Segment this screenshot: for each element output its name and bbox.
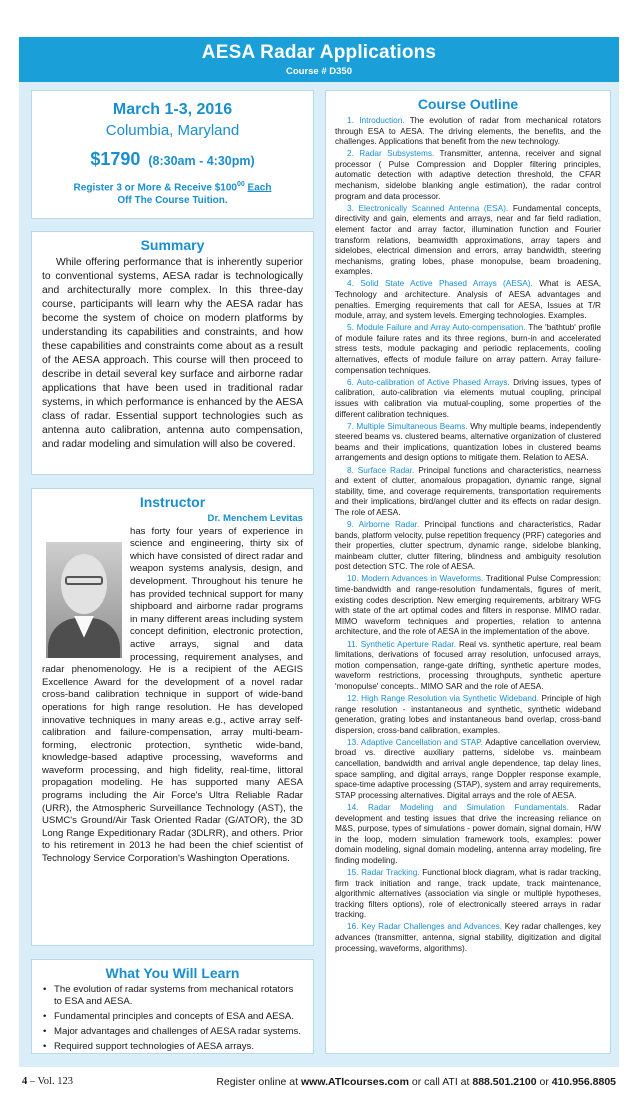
outline-item	[335, 204, 601, 278]
outline-item-text: Key radar challenges, key advances (transmitter, antenna, signal stability, digitization and digital processing, waveforms, algorithms).	[335, 922, 601, 953]
outline-item-title: Modern Advances in Waveforms.	[361, 574, 484, 584]
outline-item-title: Introduction.	[359, 116, 405, 125]
outline-item-text: Principal functions and characteristics, nearness and extent of clutter, anomalous propagation, dynamic range, signal stability, time, and coverage requirements, transportation requirements and their implications, bird/angel clutter and its effects on radar design. The role of AESA.	[335, 465, 601, 517]
page-footer	[19, 1076, 619, 1092]
outline-item-title: Synthetic Aperture Radar.	[360, 639, 457, 649]
outline-item	[335, 520, 601, 573]
instructor-box	[31, 488, 314, 946]
list-item: • The evolution of radar systems from mechanical rotators to ESA and AESA.	[42, 984, 303, 1008]
outline-item	[335, 640, 601, 693]
content-panel	[19, 82, 619, 1067]
outline-item-text: Why multiple beams, independently steered beams vs. clustered beams, alternative organization of clustered beams and their implications, quantization lobes in clustered beams arrangements and design options to mitigate them. Relation to AESA.	[335, 421, 601, 463]
event-dates: March 1-3, 2016	[112, 101, 233, 118]
volume-label: – Vol. 123	[27, 1076, 73, 1087]
website-link[interactable]: www.ATIcourses.com	[300, 1076, 409, 1088]
course-number: Course # D350	[285, 66, 352, 77]
outline-item-number: 8.	[347, 465, 354, 475]
list-item: • Fundamental principles and concepts of ESA and AESA.	[42, 1011, 303, 1023]
outline-item-number: 7.	[347, 421, 354, 431]
outline-item-title: Module Failure and Array Auto-compensation.	[356, 323, 526, 333]
outline-item	[335, 922, 601, 954]
outline-item-text: Traditional Pulse Compression: time-bandwidth and range-resolution fundamentals, figures of merit, existing codes description. New emerging requirements, arbitrary WFG with state of the art optimal codes and filters in response. MIMO radar. MIMO waveform techniques and properties, relation to antenna architecture, and the role of AESA in the implementation of the above.	[335, 574, 601, 637]
outline-item-number: 5.	[347, 323, 354, 333]
outline-item	[335, 279, 601, 321]
group-discount	[32, 178, 313, 207]
outline-item-text: Driving issues, types of calibration, auto-calibration via elements mutual coupling, principal issues with calibration via mutual-coupling, some properties of the different calibration techniques.	[335, 377, 601, 419]
outline-item-number: 9.	[347, 519, 354, 529]
outline-item-title: Radar Modeling and Simulation Fundamentals.	[368, 802, 569, 812]
page-number-value: 4	[22, 1076, 28, 1087]
outline-item-text: What is AESA, Technology and architecture. Analysis of AESA advantages and penalties. Emerging requirements that call for AESA, Issues at T/R module, array, and system levels. Emerging technologies. Examples.	[335, 279, 602, 321]
outline-item-title: Key Radar Challenges and Advances.	[361, 922, 502, 932]
registration-info	[216, 1076, 616, 1088]
outline-item	[335, 466, 601, 519]
list-item: • Major advantages and challenges of AESA radar systems.	[42, 1026, 303, 1038]
outline-item-title: Radar Tracking.	[361, 867, 420, 877]
register-prefix: Register online at	[216, 1076, 301, 1088]
outline-item	[335, 868, 601, 921]
outline-item-title: High Range Resolution via Synthetic Wideband.	[361, 693, 539, 703]
outline-item	[335, 378, 601, 420]
outline-item-number: 3.	[347, 203, 354, 213]
outline-item	[335, 694, 601, 736]
event-info-box	[31, 90, 314, 219]
discount-text-2: Off The Course Tuition.	[117, 195, 228, 207]
outline-item-text: The evolution of radar from mechanical rotators through ESA to AESA. The driving elements, the benefits, and the challenges. Applications that benefit from the new technology.	[335, 116, 601, 147]
instructor-name: Dr. Menchem Levitas	[207, 513, 303, 524]
outline-item	[335, 574, 601, 638]
outline-item-title: Auto-calibration of Active Phased Arrays.	[356, 377, 510, 387]
learn-box	[31, 959, 314, 1054]
list-item: • Required support technologies of AESA arrays.	[42, 1041, 303, 1053]
outline-item-number: 11.	[347, 639, 358, 649]
outline-item-title: Surface Radar.	[357, 465, 415, 475]
outline-item-text: The 'bathtub' profile of module failure rates and its three regions, burn-in and accelerated stress tests, module packaging and periodic replacements, cooling alternatives, effects of module failure on array pattern. Array failure-compensation techniques.	[335, 323, 602, 375]
course-hours: (8:30am - 4:30pm)	[148, 154, 255, 168]
summary-title: Summary	[140, 237, 205, 253]
outline-item	[335, 803, 601, 867]
course-title: AESA Radar Applications	[201, 42, 437, 63]
call-text: or call ATI at	[408, 1076, 473, 1088]
outline-item-text: Principle of high range resolution - instantaneous and synthetic, synthetic wideband generation, grating lobes and instantaneous band overlap, cross-band dispersion, cross-band calibration, examples.	[335, 693, 601, 735]
discount-each: Each	[247, 182, 272, 194]
instructor-photo	[46, 542, 122, 658]
outline-item-number: 6.	[347, 377, 354, 387]
learn-title: What You Will Learn	[105, 965, 240, 981]
course-price: $1790	[90, 149, 141, 169]
outline-item-text: Principal functions and characteristics, Radar bands, platform velocity, pulse repetition frequency (PRF) categories and their properties, clutter spectrum, dynamic range, sidelobe blanking, mainbeam clutter, clutter filtering, blindness and ambiguity resolution post detection STC. The role of AESA.	[335, 519, 601, 572]
outline-item	[335, 116, 601, 148]
discount-text: Register 3 or More & Receive $100	[73, 182, 237, 194]
summary-box	[31, 231, 314, 475]
outline-title: Course Outline	[417, 96, 519, 112]
outline-item-number: 15.	[347, 867, 359, 877]
discount-cents: 00	[236, 181, 245, 188]
outline-item-text: Real vs. synthetic aperture, real beam limitations, derivations of focused array resolution, unfocused arrays, motion compensation, range-gate drifting, synthetic aperture modes, waveform restrictions, processing throughputs, synthetic aperture 'monopulse' concepts.. MIMO SAR and the role of AESA.	[335, 639, 602, 691]
instructor-bio-block	[42, 513, 303, 866]
outline-item-number: 16.	[347, 922, 359, 932]
event-location: Columbia, Maryland	[105, 122, 240, 139]
outline-item-text: Functional block diagram, what is radar tracking, firm track initiation and range, track update, track maintenance, algorithmic alternatives (association via single or multiple hypotheses, tracking filters options), role of electronically steered arrays in radar tracking.	[335, 867, 602, 920]
outline-item-title: Electronically Scanned Antenna (ESA).	[358, 203, 509, 213]
outline-item-title: Solid State Active Phased Arrays (AESA).	[360, 279, 533, 289]
outline-item-title: Airborne Radar.	[358, 519, 420, 529]
phone-2: 410.956.8805	[551, 1076, 616, 1088]
page-number	[22, 1076, 73, 1087]
outline-item-text: Transmitter, antenna, receiver and signal processor ( Pulse Compression and Doppler filtering principles, automatic detection with adaptive detection threshold, the CFAR mechanism, sidelobe blanking angle estimation), the radar control program and data processor.	[335, 149, 601, 201]
outline-item-number: 12.	[347, 693, 359, 703]
outline-item-number: 2.	[347, 149, 354, 159]
price-line	[32, 149, 313, 170]
outline-item-number: 10.	[347, 574, 359, 584]
instructor-bio: has forty four years of experience in science and engineering, thirty six of which have consisted of direct radar and weapon systems analysis, design, and development. Throughout his tenure he has provided technical support for many shipboard and airborne radar programs in many different areas including system concept definition, electronic protection, active arrays, signal and data processing, requirement analyses, and radar phenomenology. He is a recipient of the AEGIS Excellence Award for the development of a novel radar cross-band calibration technique in support of wide-band operations for high range resolution. He has developed innovative techniques in many areas e.g., active array self-calibration and failure-compensation, array multi-beam-forming, electronic protection, synthetic wide-band, knowledge-based adaptive processing, waveforms and waveform processing, and high fidelity, real-time, littoral propagation modeling. He has supported many AESA programs including the Air Force's Ultra Reliable Radar (URR), the Atmospheric Surveillance Technology (AST), the USMC's Ground/Air Task Oriented Radar (G/ATOR), the 3D Long Range Expeditionary Radar (3DLRR), and others. Prior to his retirement in 2013 he had been the chief scientist of Technology Service Corporation's Washington Operations.	[42, 525, 303, 865]
outline-item-number: 13.	[347, 737, 359, 747]
phone-1: 888.501.2100	[472, 1076, 537, 1088]
outline-item	[335, 323, 601, 376]
outline-item-number: 14.	[347, 802, 359, 812]
summary-text: While offering performance that is inherently superior to conventional systems, AESA radar is technologically and architecturally more complex. In this three-day course, participants will learn why the AESA radar has become the system of choice on modern platforms by understanding its capabilities and constraints, and how these capabilities and constraints come about as a result of the AESA approach. This course will then proceed to describe in detail several key surface and airborne radar applications that have been used in traditional radar systems, in which performance is enhanced by the AESA class of radar. Essential support technologies such as antenna auto calibration, antenna auto compensation, and radar modeling and simulation will also be covered.	[42, 257, 303, 450]
outline-item	[335, 422, 601, 464]
outline-item-text: Fundamental concepts, directivity and gain, elements and arrays, near and far field radiation, element factor and array factor, illumination function and Fourier transform relations, beamwidth approximations, array tapers and sidelobes, electrical dimension and errors, array bandwidth, steering mechanisms, grating lobes, phase monopulse, beam broadening, examples.	[335, 203, 601, 277]
learn-list	[42, 984, 303, 1054]
outline-item-number: 4.	[347, 279, 354, 289]
course-outline-box	[325, 90, 611, 1054]
outline-item	[335, 738, 601, 802]
outline-item-text: Adaptive cancellation overview, broad vs. directive auxiliary patterns, sidelobe vs. mainbeam cancellation, bandwidth and arrival angle dependence, tap delay lines, space sampling, and digital arrays, range Doppler response example, space-time adaptive processing (STAP), system and array requirements, STAP processing alternatives. Digital arrays and the role of AESA.	[335, 737, 601, 800]
or-text: or	[536, 1076, 552, 1088]
outline-item-title: Adaptive Cancellation and STAP.	[360, 737, 483, 747]
outline-item-number: 1.	[347, 116, 354, 125]
outline-item-text: Radar development and testing issues that drive the increasing reliance on M&S, purpose, types of simulations - power domain, signal domain, H/W in the loop, modern simulation framework tools, examples: power domain modeling, signal domain modeling, antenna array modeling, fire finding modeling.	[335, 802, 601, 865]
course-header	[19, 37, 619, 82]
outline-item-title: Radar Subsystems.	[359, 149, 435, 159]
outline-item-title: Multiple Simultaneous Beams.	[356, 421, 468, 431]
outline-item	[335, 149, 601, 202]
instructor-title: Instructor	[139, 494, 206, 510]
